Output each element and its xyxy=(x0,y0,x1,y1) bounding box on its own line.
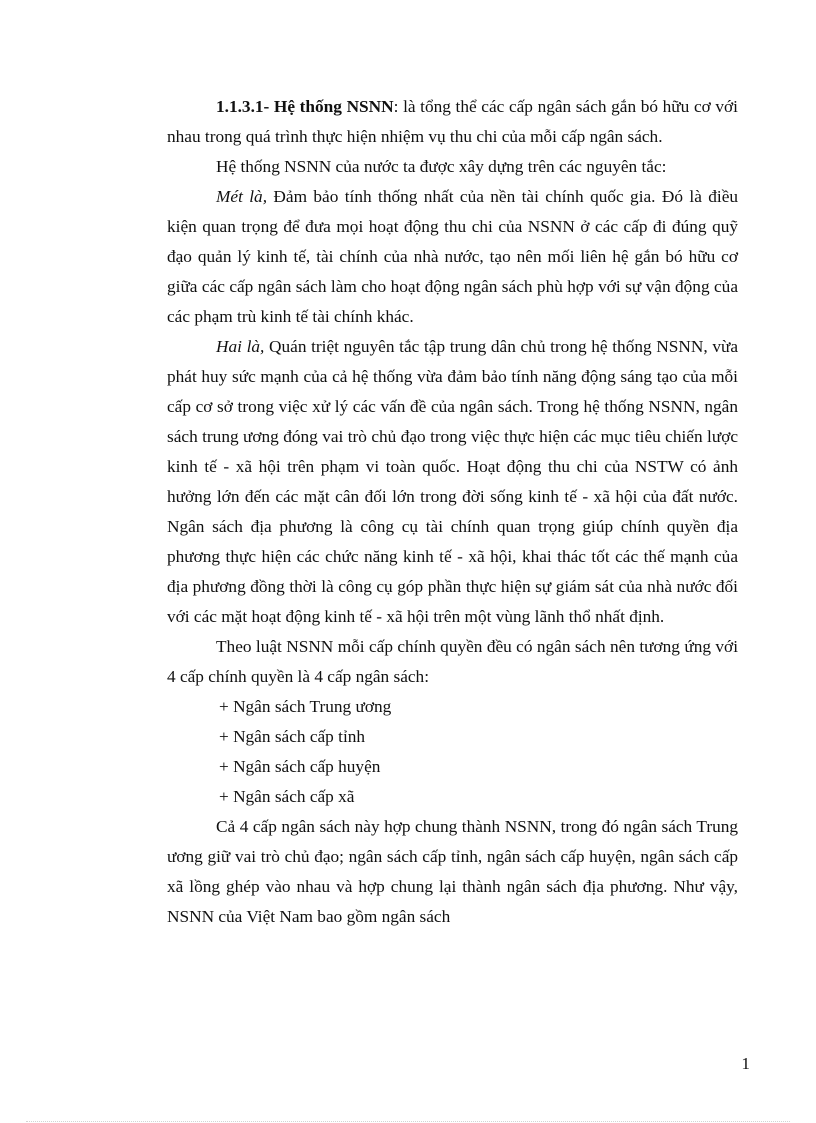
principle-one-text: Đảm bảo tính thống nhất của nền tài chính quốc gia. Đó là điều kiện quan trọng để đưa mọi hoạt động thu chi của NSNN ở các cấp đi đúng quỹ đạo quản lý kinh tế, tài chính của nhà nước, tạo nên mối liên hệ gắn bó hữu cơ giữa các cấp ngân sách làm cho hoạt động ngân sách phù hợp với sự vận động của các phạm trù kinh tế tài chính khác. xyxy=(167,187,739,326)
page-number: 1 xyxy=(741,1054,750,1073)
heading-paragraph-text: : là tổng thể các cấp ngân sách gắn bó hữu cơ với nhau trong quá trình thực hiện nhiệm vụ thu chi của mỗi cấp ngân sách. xyxy=(167,97,738,146)
section-heading: 1.1.3.1- Hệ thống NSNN xyxy=(216,97,394,116)
principle-two-text: Quán triệt nguyên tắc tập trung dân chủ trong hệ thống NSNN, vừa phát huy sức mạnh của cả hệ thống vừa đảm bảo tính năng động sáng tạo của mỗi cấp cơ sở trong việc xử lý các vấn đề của ngân sách. Trong hệ thống NSNN, ngân sách trung ương đóng vai trò chủ đạo trong việc thực hiện các mục tiêu chiến lược kinh tế - xã hội trên phạm vi toàn quốc. Hoạt động thu chi của NSTW có ảnh hưởng lớn đến các mặt cân đối lớn trong đời sống kinh tế - xã hội của đất nước. Ngân sách địa phương là công cụ tài chính quan trọng giúp chính quyền địa phương thực hiện các chức năng kinh tế - xã hội, khai thác tốt các thế mạnh của địa phương đồng thời là công cụ góp phần thực hiện sự giám sát của nhà nước đối với các mặt hoạt động kinh tế - xã hội trên một vùng lãnh thổ nhất định. xyxy=(167,337,738,626)
budget-level-item: + Ngân sách cấp huyện xyxy=(219,757,381,776)
principle-two-lead: Hai là, xyxy=(216,337,265,356)
budget-level-item: + Ngân sách Trung ương xyxy=(219,697,392,716)
document-page xyxy=(167,92,738,932)
principle-one-paragraph xyxy=(167,182,738,332)
intro-paragraph: Hệ thống NSNN của nước ta được xây dựng trên các nguyên tắc: xyxy=(216,157,667,176)
heading-paragraph xyxy=(167,92,738,152)
closing-paragraph: Cả 4 cấp ngân sách này hợp chung thành NSNN, trong đó ngân sách Trung ương giữ vai trò chủ đạo; ngân sách cấp tỉnh, ngân sách cấp huyện, ngân sách cấp xã lồng ghép vào nhau và hợp chung lại thành ngân sách địa phương. Như vậy, NSNN của Việt Nam bao gồm ngân sách xyxy=(167,817,738,926)
principle-two-paragraph xyxy=(167,332,738,632)
budget-level-item: + Ngân sách cấp tỉnh xyxy=(219,727,366,746)
budget-level-item: + Ngân sách cấp xã xyxy=(219,787,355,806)
principle-one-lead: Mét là, xyxy=(216,187,268,206)
page-bottom-edge xyxy=(26,1121,790,1122)
budget-levels-paragraph: Theo luật NSNN mỗi cấp chính quyền đều có ngân sách nên tương ứng với 4 cấp chính quyền là 4 cấp ngân sách: xyxy=(167,637,738,686)
